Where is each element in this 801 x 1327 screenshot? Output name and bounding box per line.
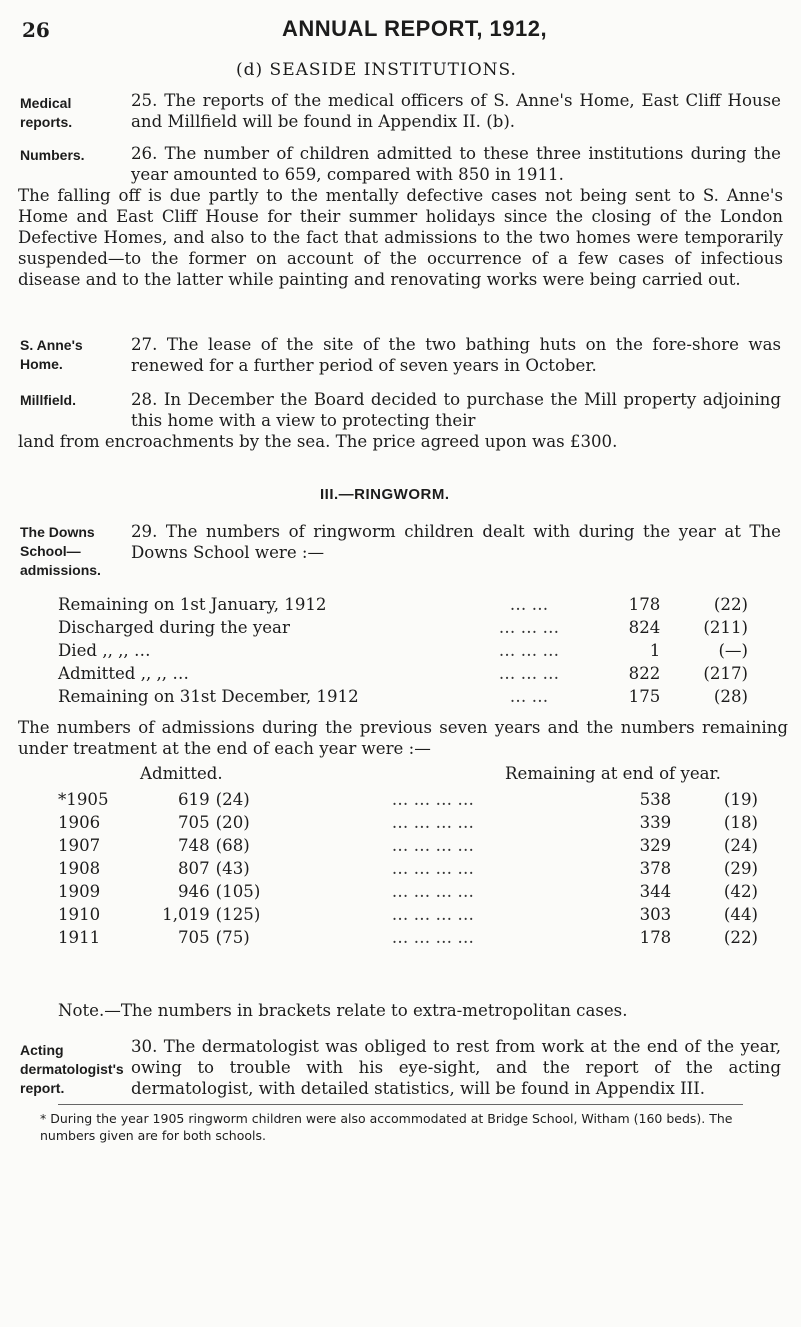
- margin-note-s-annes-home: S. Anne's Home.: [20, 337, 83, 372]
- remaining-cell: 339: [639, 813, 672, 832]
- remaining-cell: 178: [639, 928, 672, 947]
- summary-value: 1: [649, 641, 661, 660]
- summary-value: 178: [628, 595, 661, 614]
- admitted-cell: 705: [177, 928, 210, 947]
- summary-row: [58, 618, 748, 641]
- summary-extra: (211): [703, 618, 748, 637]
- summary-leader: … …: [509, 595, 549, 614]
- summary-label: Admitted ,, ,, …: [58, 664, 189, 683]
- summary-extra: (28): [713, 687, 748, 706]
- summary-value: 175: [628, 687, 661, 706]
- margin-note-acting-dermatologist: Acting dermatologist's report.: [20, 1042, 124, 1096]
- admitted-extra-cell: (105): [215, 882, 261, 901]
- year-cell: 1908: [58, 859, 101, 878]
- page-number: 26: [22, 18, 50, 42]
- year-cell: 1909: [58, 882, 101, 901]
- row-leader: … … … …: [391, 859, 474, 878]
- remaining-cell: 344: [639, 882, 672, 901]
- summary-extra: (—): [718, 641, 748, 660]
- paragraph-26-rest: The falling off is due partly to the mentally defective cases not being sent to S. Anne's Home and East Cliff House for their summer holidays since the closing of the London Defective Homes, and also to the fact that admissions to the two homes were temporarily suspended—to the former on account of the occurrence of a few cases of infectious disease and to the latter while painting and renovating works were being carried out.: [18, 186, 783, 289]
- summary-label: Discharged during the year: [58, 618, 290, 637]
- paragraph-25: 25. The reports of the medical officers of S. Anne's Home, East Cliff House and Millfield will be found in Appendix II. (b).: [131, 91, 781, 131]
- row-leader: … … … …: [391, 790, 474, 809]
- admitted-extra-cell: (43): [215, 859, 250, 878]
- year-cell: 1906: [58, 813, 101, 832]
- remaining-extra-cell: (18): [723, 813, 758, 832]
- remaining-extra-cell: (29): [723, 859, 758, 878]
- admitted-cell: 705: [177, 813, 210, 832]
- paragraph-28-first: 28. In December the Board decided to purchase the Mill property adjoining this home with a view to protecting their: [131, 390, 781, 430]
- paragraph-26-first: 26. The number of children admitted to these three institutions during the year amounted to 659, compared with 850 in 1911.: [131, 144, 781, 184]
- row-leader: … … … …: [391, 905, 474, 924]
- year-row: [58, 882, 758, 905]
- remaining-extra-cell: (24): [723, 836, 758, 855]
- admitted-extra-cell: (125): [215, 905, 261, 924]
- summary-row: [58, 595, 748, 618]
- year-row: [58, 905, 758, 928]
- row-leader: … … … …: [391, 836, 474, 855]
- admitted-extra-cell: (68): [215, 836, 250, 855]
- remaining-extra-cell: (44): [723, 905, 758, 924]
- year-row: [58, 836, 758, 859]
- summary-label: Remaining on 1st January, 1912: [58, 595, 327, 614]
- remaining-cell: 378: [639, 859, 672, 878]
- col-header-admitted: Admitted.: [140, 764, 223, 783]
- margin-note-millfield: Millfield.: [20, 392, 76, 408]
- year-row: [58, 928, 758, 951]
- remaining-cell: 329: [639, 836, 672, 855]
- running-title: ANNUAL REPORT, 1912,: [282, 16, 548, 41]
- section-heading-ringworm: III.—RINGWORM.: [320, 486, 450, 503]
- year-cell: *1905: [58, 790, 109, 809]
- margin-note-numbers: Numbers.: [20, 147, 85, 163]
- summary-leader: … … …: [498, 664, 560, 683]
- row-leader: … … … …: [391, 928, 474, 947]
- summary-label: Remaining on 31st December, 1912: [58, 687, 359, 706]
- remaining-extra-cell: (19): [723, 790, 758, 809]
- paragraph-29: 29. The numbers of ringworm children dealt with during the year at The Downs School were :—: [131, 522, 781, 562]
- remaining-cell: 303: [639, 905, 672, 924]
- admitted-cell: 1,019: [162, 905, 210, 924]
- year-cell: 1911: [58, 928, 101, 947]
- admitted-cell: 946: [177, 882, 210, 901]
- summary-row: [58, 641, 748, 664]
- col-header-remaining: Remaining at end of year.: [505, 764, 721, 783]
- paragraph-29-after: The numbers of admissions during the previous seven years and the numbers remaining under treatment at the end of each year were :—: [18, 718, 788, 758]
- summary-value: 824: [628, 618, 661, 637]
- admitted-cell: 748: [177, 836, 210, 855]
- admitted-cell: 619: [177, 790, 210, 809]
- admitted-extra-cell: (24): [215, 790, 250, 809]
- remaining-extra-cell: (42): [723, 882, 758, 901]
- remaining-extra-cell: (22): [723, 928, 758, 947]
- paragraph-27: 27. The lease of the site of the two bathing huts on the fore-shore was renewed for a further period of seven years in October.: [131, 335, 781, 375]
- paragraph-30: 30. The dermatologist was obliged to rest from work at the end of the year, owing to trouble with his eye-sight, and the report of the acting dermatologist, with detailed statistics, will be found in Appendix III.: [131, 1037, 781, 1098]
- summary-value: 822: [628, 664, 661, 683]
- paragraph-28-rest: land from encroachments by the sea. The price agreed upon was £300.: [18, 432, 618, 451]
- summary-label: Died ,, ,, …: [58, 641, 151, 660]
- summary-row: [58, 687, 748, 710]
- admitted-extra-cell: (75): [215, 928, 250, 947]
- margin-note-downs-school: The Downs School— admissions.: [20, 524, 101, 578]
- summary-leader: … …: [509, 687, 549, 706]
- summary-leader: … … …: [498, 641, 560, 660]
- note-brackets: Note.—The numbers in brackets relate to extra-metropolitan cases.: [58, 1001, 628, 1020]
- footnote: * During the year 1905 ringworm children were also accommodated at Bridge School, Witham (160 beds). The numbers given are for both schools.: [40, 1111, 733, 1143]
- year-row: [58, 859, 758, 882]
- admitted-cell: 807: [177, 859, 210, 878]
- remaining-cell: 538: [639, 790, 672, 809]
- admitted-extra-cell: (20): [215, 813, 250, 832]
- margin-note-medical-reports: Medical reports.: [20, 95, 73, 130]
- year-row: [58, 790, 758, 813]
- year-row: [58, 813, 758, 836]
- footnote-rule: [58, 1104, 743, 1105]
- ringworm-summary-table: [58, 595, 748, 710]
- yearly-admissions-table: [58, 790, 758, 951]
- year-cell: 1907: [58, 836, 101, 855]
- year-cell: 1910: [58, 905, 101, 924]
- section-heading-seaside: (d) SEASIDE INSTITUTIONS.: [236, 60, 517, 80]
- summary-extra: (22): [713, 595, 748, 614]
- summary-row: [58, 664, 748, 687]
- summary-extra: (217): [703, 664, 748, 683]
- row-leader: … … … …: [391, 882, 474, 901]
- row-leader: … … … …: [391, 813, 474, 832]
- summary-leader: … … …: [498, 618, 560, 637]
